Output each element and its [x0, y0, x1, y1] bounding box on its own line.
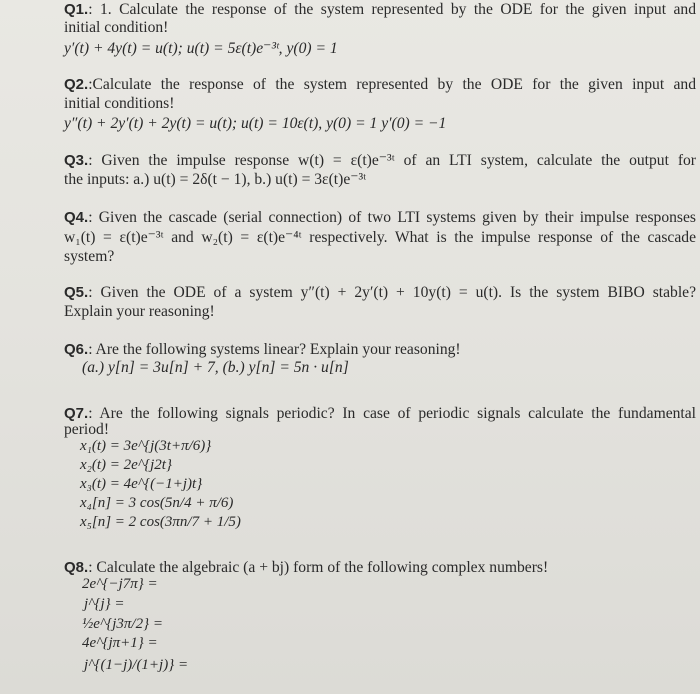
equation: y″(t) + 2y′(t) + 2y(t) = u(t); u(t) = 10ε(t), y(0) = 1 y′(0) = −1	[64, 115, 447, 132]
question-text: the inputs: a.) u(t) = 2δ(t − 1), b.) u(t) = 3ε(t)e⁻³ᵗ	[64, 171, 367, 188]
question-label: Q7.	[64, 405, 89, 422]
signal-x3: x₃(t) = 4e^{(−1+j)t}	[80, 476, 203, 492]
signal-x5: x₅[n] = 2 cos(3πn/7 + 1/5)	[80, 514, 241, 530]
question-text: : Given the impulse response w(t) = ε(t)e⁻³ᵗ of an LTI system, calculate the output for	[88, 152, 696, 169]
question-text: : Are the following systems linear? Explain your reasoning!	[88, 341, 461, 358]
question-text: period!	[64, 421, 110, 438]
equation: y′(t) + 4y(t) = u(t); u(t) = 5ε(t)e⁻³ᵗ, y(0) = 1	[64, 40, 338, 57]
question-text: :Calculate the response of the system represented by the ODE for the given input and	[88, 76, 696, 93]
question-text: system?	[64, 248, 115, 265]
question-text: initial condition!	[64, 19, 169, 36]
question-text: Explain your reasoning!	[64, 303, 215, 320]
question-label: Q6.	[64, 341, 89, 358]
question-label: Q2.	[64, 76, 89, 93]
complex-number-5: j^{(1−j)/(1+j)} =	[84, 657, 189, 673]
complex-number-3: ½e^{j3π/2} =	[82, 616, 163, 632]
signal-x4: x₄[n] = 3 cos(5n/4 + π/6)	[80, 495, 234, 511]
question-text: : Given the cascade (serial connection) of two LTI systems given by their impulse responses	[88, 209, 696, 226]
complex-number-4: 4e^{jπ+1} =	[82, 635, 158, 651]
signal-x2: x₂(t) = 2e^{j2t}	[80, 457, 172, 473]
question-text: : Calculate the algebraic (a + bj) form of the following complex numbers!	[88, 559, 549, 576]
complex-number-1: 2e^{−j7π} =	[82, 576, 158, 592]
question-text: initial conditions!	[64, 95, 175, 112]
question-label: Q4.	[64, 209, 89, 226]
question-text: : Given the ODE of a system y″(t) + 2y′(t) + 10y(t) = u(t). Is the system BIBO stable?	[88, 284, 696, 301]
question-text: w₁(t) = ε(t)e⁻³ᵗ and w₂(t) = ε(t)e⁻⁴ᵗ respectively. What is the impulse response of the cascade	[64, 229, 696, 246]
question-label: Q5.	[64, 284, 89, 301]
question-label: Q3.	[64, 152, 89, 169]
equation: (a.) y[n] = 3u[n] + 7, (b.) y[n] = 5n · u[n]	[82, 359, 349, 376]
question-label: Q1.	[64, 1, 89, 18]
question-text: : 1. Calculate the response of the system represented by the ODE for the given input and	[88, 1, 696, 18]
signal-x1: x₁(t) = 3e^{j(3t+π/6)}	[80, 438, 212, 454]
complex-number-2: j^{j} =	[84, 596, 125, 612]
question-text: : Are the following signals periodic? In case of periodic signals calculate the fundamental	[88, 405, 696, 422]
question-label: Q8.	[64, 559, 89, 576]
